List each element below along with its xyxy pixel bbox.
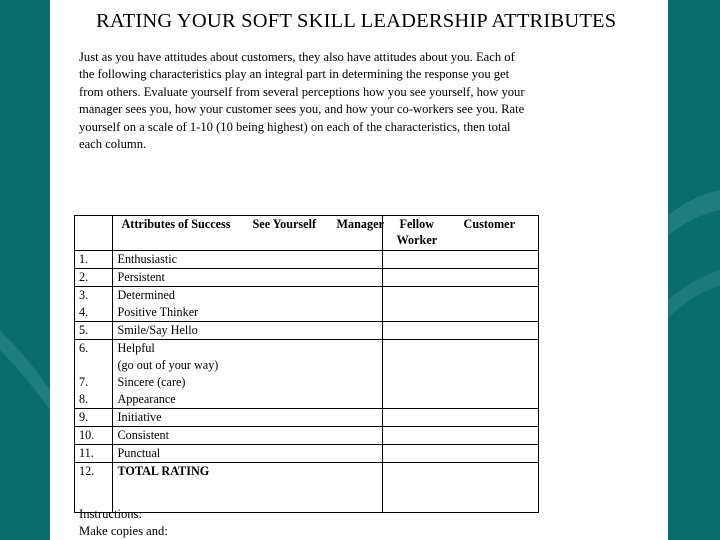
table-row — [75, 445, 539, 463]
row-number-cell — [75, 322, 113, 340]
row-number: 1. — [79, 252, 89, 266]
row-number-cell — [75, 409, 113, 427]
table-row — [75, 409, 539, 427]
row-number-cell — [75, 463, 113, 513]
table-row — [75, 340, 539, 409]
rating-cell — [382, 251, 538, 269]
rating-table — [74, 215, 539, 513]
rating-cell — [382, 322, 538, 340]
table-header-row — [75, 216, 539, 251]
attribute-label: Appearance — [117, 392, 176, 406]
row-number: 8. — [79, 392, 89, 406]
intro-line: manager sees you, how your customer sees you, and how your co-workers see you. Rate — [79, 102, 525, 117]
attribute-cell — [112, 427, 382, 445]
header-columns-cell — [112, 216, 382, 251]
intro-line: Just as you have attitudes about customers, they also have attitudes about you. Each of — [79, 50, 515, 64]
table-row — [75, 251, 539, 269]
row-number-cell — [75, 287, 113, 322]
row-number: 12. — [79, 464, 95, 478]
row-number: 4. — [79, 305, 89, 319]
row-number: 5. — [79, 323, 89, 337]
instructions-line: Instructions: — [79, 507, 142, 521]
header-customer: Customer — [463, 217, 515, 231]
total-rating-label: TOTAL RATING — [117, 464, 210, 478]
table-row — [75, 269, 539, 287]
table-row — [75, 287, 539, 322]
rating-cell — [382, 427, 538, 445]
attribute-label: Punctual — [117, 446, 161, 460]
attribute-cell — [112, 340, 382, 409]
attribute-cell — [112, 269, 382, 287]
intro-line: the following characteristics play an integral part in determining the response you get — [79, 67, 510, 82]
attribute-label: Determined — [117, 288, 176, 302]
attribute-label: Enthusiastic — [117, 252, 178, 266]
header-fellow: Fellow — [399, 217, 435, 231]
intro-line: each column. — [79, 137, 147, 152]
header-see-yourself: See Yourself — [252, 217, 317, 231]
row-number-cell — [75, 427, 113, 445]
instructions-line: Make copies and: — [79, 524, 168, 538]
row-number-cell — [75, 269, 113, 287]
attribute-label: Persistent — [117, 270, 165, 284]
row-number-cell — [75, 445, 113, 463]
intro-line: from others. Evaluate yourself from several perceptions how you see yourself, how your — [79, 84, 525, 99]
attribute-label: Positive Thinker — [117, 305, 199, 319]
attribute-label: Consistent — [117, 428, 169, 442]
header-number-cell — [75, 216, 113, 251]
row-number: 3. — [79, 288, 89, 302]
header-right-cell — [382, 216, 538, 251]
header-attributes: Attributes of Success — [121, 217, 231, 231]
attribute-cell — [112, 463, 382, 513]
row-number: 6. — [79, 341, 89, 355]
attribute-label: Initiative — [117, 410, 162, 424]
attribute-cell — [112, 322, 382, 340]
row-number-cell — [75, 251, 113, 269]
rating-cell — [382, 409, 538, 427]
table-row — [75, 322, 539, 340]
attribute-label: Smile/Say Hello — [117, 323, 198, 337]
row-number: 11. — [79, 446, 94, 460]
intro-paragraph — [79, 49, 534, 153]
rating-cell — [382, 269, 538, 287]
row-number: 9. — [79, 410, 89, 424]
rating-cell — [382, 445, 538, 463]
attribute-label: Helpful — [117, 341, 155, 355]
row-number-cell — [75, 340, 113, 409]
attribute-cell — [112, 409, 382, 427]
attribute-cell — [112, 251, 382, 269]
intro-line: yourself on a scale of 1-10 (10 being highest) on each of the characteristics, then total — [79, 119, 511, 134]
rating-cell — [382, 340, 538, 409]
row-number: 7. — [79, 375, 89, 389]
rating-cell — [382, 287, 538, 322]
attribute-label: (go out of your way) — [117, 358, 219, 372]
attribute-cell — [112, 287, 382, 322]
row-number: 2. — [79, 270, 89, 284]
instructions — [79, 506, 168, 540]
document-title: RATING YOUR SOFT SKILL LEADERSHIP ATTRIBUTES — [96, 10, 617, 32]
header-worker: Worker — [396, 233, 438, 247]
table-row — [75, 427, 539, 445]
rating-cell — [382, 463, 538, 513]
row-number — [75, 357, 112, 374]
attribute-cell — [112, 445, 382, 463]
table-row-total — [75, 463, 539, 513]
header-manager: Manager — [336, 217, 384, 231]
attribute-label: Sincere (care) — [117, 375, 186, 389]
row-number: 10. — [79, 428, 95, 442]
